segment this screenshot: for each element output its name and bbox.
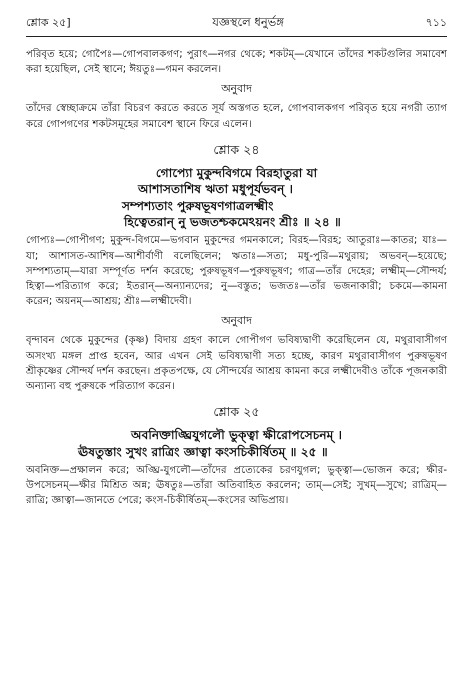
anubad-label-2: অনুবাদ — [221, 314, 252, 328]
top-paragraph: পরিবৃত হয়ে; গোপৈঃ—গোপবালকগণ; পুরাৎ—নগর থেকে; শকটম্—যেখানে তাঁদের শকটগুলির সমাবেশ করা হয়েছিল, সেই স্থানে; ঈয়তুঃ—গমন করলেন। — [26, 49, 447, 76]
anubad-label-1: অনুবাদ — [221, 82, 252, 96]
word-meaning-25: অবনিক্ত—প্রক্ষালন করে; অঙ্ঘ্রি-যুগলৌ—তাঁদের প্রত্যেকের চরণযুগল; ভুক্ত্বা—ভোজন করে; ক্ষীর-উপসেচনম্—ক্ষীর মিশ্রিত অন্ন; ঊষতুঃ—তাঁরা অতিবাহিত করলেন; তাম্—সেই; সুখম্—সুখে; রাত্রিম্—রাত্রি; জ্ঞাত্বা—জানতে পেরে; কংস-চিকীর্ষিতম্—কংসের অভিপ্রায়। — [26, 465, 447, 507]
header-chapter-title: যজ্ঞস্থলে ধনুর্ভঙ্গ — [212, 15, 284, 29]
page-header — [26, 14, 447, 37]
verse-25-title: শ্লোক ২৫ — [213, 404, 260, 420]
verse-24-line-3: সম্পশ্যতাং পুরুষভূষণগাত্রলক্ষ্মীং — [122, 198, 274, 213]
verse-24-line-1: গোপ্যো মুকুন্দবিগমে বিরহাতুরা যা — [155, 165, 318, 180]
anubad-text-1: তাঁদের স্বেচ্ছাক্রমে তাঁরা বিচরণ করতে করতে সূর্য অস্তগত হলে, গোপবালকগণ পরিবৃত হয়ে নগরী ত্যাগ করে গোপগণের শকটসমূহের সমাবেশ স্থানে ফিরে এলেন। — [26, 103, 447, 130]
verse-24-line-2: আশাসতাশিষ ঋতা মধুপূর্যভবন্ । — [138, 182, 293, 197]
verse-24-title: শ্লোক ২৪ — [213, 141, 260, 157]
header-verse-ref: শ্লোক ২৫] — [26, 16, 71, 29]
header-page-number: ৭১১ — [425, 16, 447, 29]
anubad-text-2: বৃন্দাবন থেকে মুকুন্দের (কৃষ্ণ) বিদায় গ্রহণ কালে গোপীগণ ভবিষ্যদ্বাণী করেছিলেন যে, মথুরাবাসীগণ অসংখ্য মঙ্গল প্রাপ্ত হবেন, আর এখন সেই ভবিষ্যদ্বাণী সত্য হচ্ছে, কারণ মথুরাবাসীগণ পুরুষভূষণ শ্রীকৃষ্ণের সৌন্দর্য দর্শন করছেন। প্রকৃতপক্ষে, যে সৌন্দর্যের আশ্রয় কামনা করে লক্ষ্মীদেবীও তাঁকে পূজনকারী অন্যান্য বহু পুরুষকে পরিত্যাগ করেন। — [26, 335, 447, 393]
verse-24-line-4: হিত্বেতরান্ নু ভজতশ্চকমেঽয়নং শ্রীঃ ॥ ২৪ ॥ — [124, 215, 341, 230]
word-meaning-24: গোপ্যঃ—গোপীগণ; মুকুন্দ-বিগমে—ভগবান মুকুন্দের গমনকালে; বিরহ—বিরহ; আতুরাঃ—কাতর; যাঃ—যা; আশাসত-আশিষ—আশীর্বাণী বলেছিলেন; ঋতাঃ—সত্য; মধু-পুরি—মথুরায়; অভবন্—হয়েছে; সম্পশ্যতাম্—যারা সম্পূর্ণত দর্শন করেছে; পুরুষভূষণ—পুরুষভূষণ; গাত্র—তাঁর দেহের; লক্ষ্মীম্—সৌন্দর্য; হিত্বা—পরিত্যাগ করে; ইতরান্—অন্যান্যদের; নু—বস্তুত; ভজতঃ—তাঁর ভজনাকারী; চকমে—কামনা করেন; অয়নম্—আশ্রয়; শ্রীঃ—লক্ষ্মীদেবী। — [26, 235, 447, 308]
verse-25-line-2: ঊষতুস্তাং সুখং রাত্রিং জ্ঞাত্বা কংসচিকীর্ষিতম্ ॥ ২৫ ॥ — [78, 444, 328, 459]
verse-25-line-1: অবনিক্তাঙ্ঘ্রিযুগলৌ ভুক্ত্বা ক্ষীরোপসেচনম্ । — [131, 428, 342, 443]
